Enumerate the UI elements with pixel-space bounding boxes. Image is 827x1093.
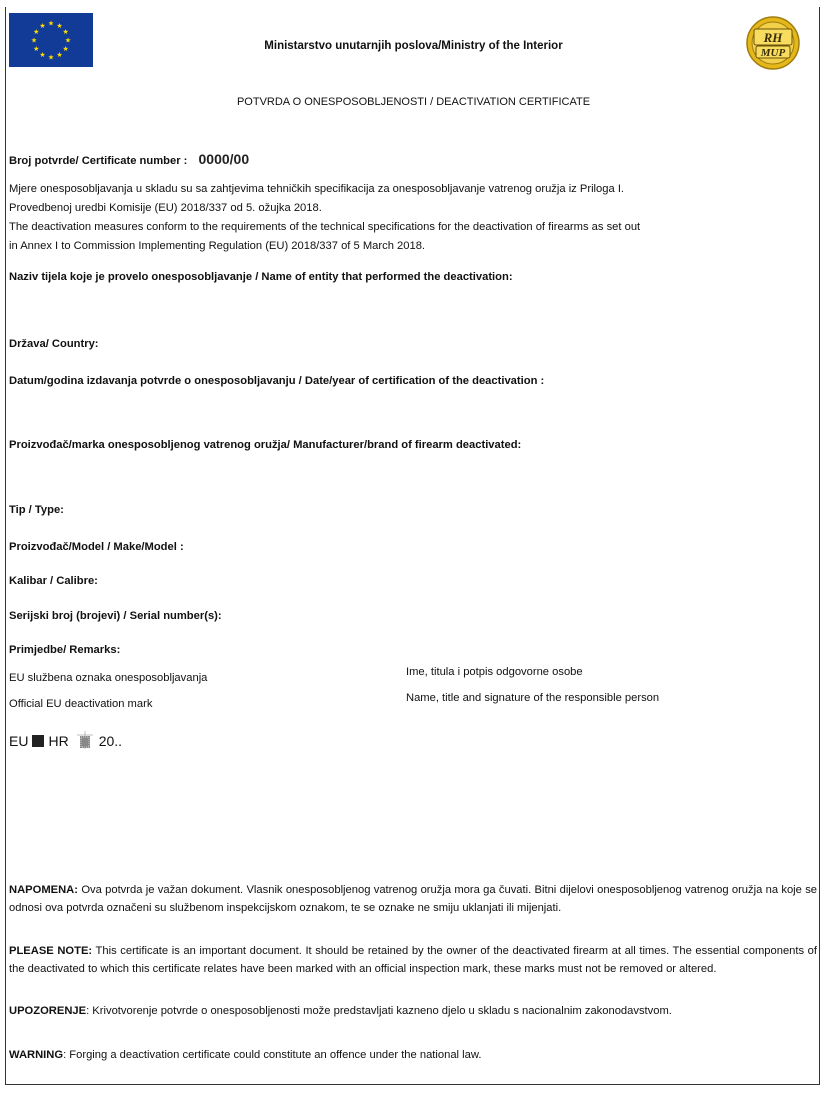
entity-label: Naziv tijela koje je provelo onesposobljavanje / Name of entity that performed the deactivation: bbox=[9, 271, 513, 283]
deactivation-mark bbox=[9, 731, 122, 749]
certificate-number-label: Broj potvrde/ Certificate number : bbox=[9, 155, 188, 167]
eu-star-icon: ★ bbox=[62, 29, 69, 36]
statement-hr-line2: Provedbenoj uredbi Komisije (EU) 2018/337 od 5. ožujka 2018. bbox=[9, 202, 322, 214]
eu-star-icon: ★ bbox=[39, 22, 46, 30]
mark-prefix: EU bbox=[9, 733, 29, 749]
eu-star-icon: ★ bbox=[56, 52, 63, 60]
inspection-stamp-icon bbox=[77, 731, 93, 749]
warning-note bbox=[9, 1046, 817, 1064]
country-label: Država/ Country: bbox=[9, 338, 99, 350]
signature-label-en: Name, title and signature of the responsible person bbox=[406, 692, 660, 704]
calibre-label: Kalibar / Calibre: bbox=[9, 575, 98, 587]
upozorenje-label: UPOZORENJE bbox=[9, 1005, 87, 1017]
certificate-number-value: 0000/00 bbox=[198, 151, 250, 167]
date-label: Datum/godina izdavanja potvrde o onesposobljavanju / Date/year of certification of the deactivation : bbox=[9, 375, 545, 387]
eu-star-icon: ★ bbox=[56, 22, 63, 30]
upozorenje-text: : Krivotvorenje potvrde o onesposobljenosti može predstavljati kazneno djelo u skladu s nacionalnim zakonodavstvom. bbox=[86, 1005, 672, 1017]
eu-star-icon: ★ bbox=[62, 46, 69, 53]
logo-text-bottom: MUP bbox=[760, 47, 786, 59]
please-note bbox=[9, 942, 817, 978]
ministry-heading: Ministarstvo unutarnjih poslova/Ministry of the Interior bbox=[264, 40, 563, 52]
eu-star-icon: ★ bbox=[64, 37, 72, 45]
eu-star-icon: ★ bbox=[30, 37, 38, 45]
statement-en-line1: The deactivation measures conform to the requirements of the technical specifications for the deactivation of firearms as set out bbox=[9, 221, 641, 233]
warning-label: WARNING bbox=[9, 1049, 64, 1061]
remarks-label: Primjedbe/ Remarks: bbox=[9, 644, 121, 656]
eu-star-icon: ★ bbox=[47, 54, 55, 62]
mup-logo-icon bbox=[740, 14, 806, 72]
signature-label-hr: Ime, titula i potpis odgovorne osobe bbox=[406, 666, 583, 678]
type-label: Tip / Type: bbox=[9, 504, 64, 516]
model-label: Proizvođač/Model / Make/Model : bbox=[9, 541, 184, 553]
upozorenje-note bbox=[9, 1002, 817, 1020]
manufacturer-label: Proizvođač/marka onesposobljenog vatrenog oružja/ Manufacturer/brand of firearm deactivated: bbox=[9, 439, 522, 451]
napomena-text: Ova potvrda je važan dokument. Vlasnik onesposobljenog vatrenog oružja mora ga čuvati. Bitni dijelovi onesposobljenog vatrenog oružja na koje se odnosi ova potvrda označeni su službenom inspekcijskom oznakom, te se oznake ne smiju uklanjati ili mijenjati. bbox=[9, 884, 818, 914]
logo-text-top: RH bbox=[763, 30, 783, 45]
mark-country: HR bbox=[48, 733, 69, 749]
warning-text: : Forging a deactivation certificate could constitute an offence under the national law. bbox=[63, 1049, 482, 1061]
eu-star-icon: ★ bbox=[47, 20, 55, 28]
eu-star-icon: ★ bbox=[33, 29, 40, 36]
eu-star-icon: ★ bbox=[33, 46, 40, 53]
napomena-note bbox=[9, 881, 817, 917]
statement-hr-line1: Mjere onesposobljavanja u skladu su sa zahtjevima tehničkih specifikacija za onesposobljavanje vatrenog oružja iz Priloga I. bbox=[9, 183, 625, 195]
certificate-title: POTVRDA O ONESPOSOBLJENOSTI / DEACTIVATION CERTIFICATE bbox=[236, 96, 591, 108]
mark-label-hr: EU službena oznaka onesposobljavanja bbox=[9, 672, 208, 684]
mark-square-icon bbox=[32, 735, 44, 747]
please-note-text: This certificate is an important document. It should be retained by the owner of the deactivated firearm at all times. The essential components of the deactivated to which this certificate relates have been marked with an official inspection mark, these marks must not be removed or altered. bbox=[9, 945, 818, 975]
mark-label-en: Official EU deactivation mark bbox=[9, 698, 153, 710]
please-note-label: PLEASE NOTE: bbox=[9, 945, 93, 957]
serial-label: Serijski broj (brojevi) / Serial number(s): bbox=[9, 610, 222, 622]
statement-en-line2: in Annex I to Commission Implementing Regulation (EU) 2018/337 of 5 March 2018. bbox=[9, 240, 426, 252]
certificate-number-row bbox=[9, 150, 249, 170]
mark-year: 20.. bbox=[98, 733, 123, 749]
eu-star-icon: ★ bbox=[39, 52, 46, 60]
napomena-label: NAPOMENA: bbox=[9, 884, 78, 896]
